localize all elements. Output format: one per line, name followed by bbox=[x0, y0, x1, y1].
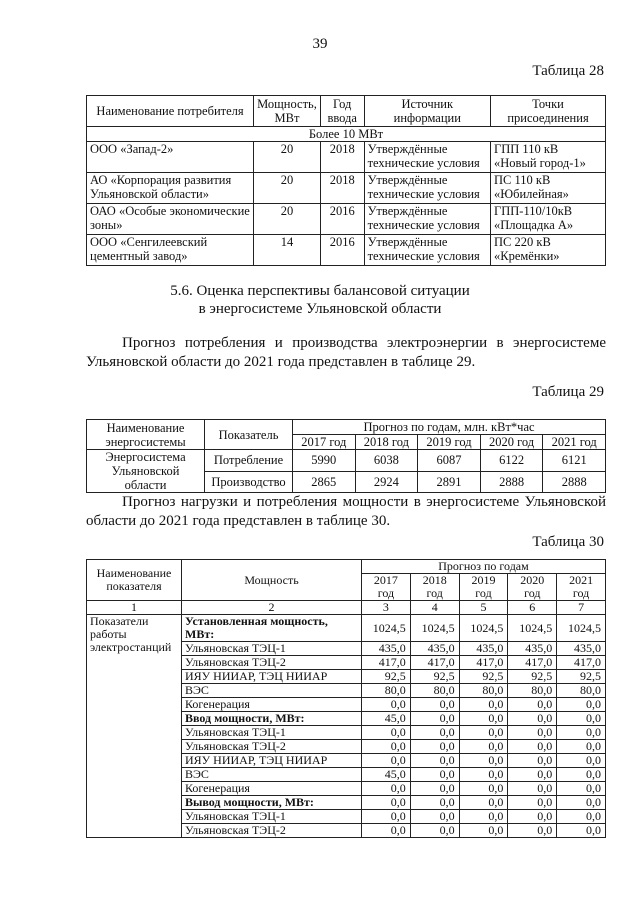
table30-caption: Таблица 30 bbox=[532, 534, 604, 550]
table30-row-label: ИЯУ НИИАР, ТЭЦ НИИАР bbox=[182, 670, 362, 684]
table29-year-cell: 2020 год bbox=[480, 435, 543, 450]
year-label: 2019 bbox=[471, 573, 496, 587]
table28-cell: ГПП-110/10кВ «Площадка А» bbox=[491, 204, 606, 235]
table30-year-cell bbox=[459, 574, 508, 601]
table30-cell: 92,5 bbox=[459, 670, 508, 684]
table28-cell: 2016 bbox=[320, 235, 364, 266]
table30-body bbox=[87, 615, 606, 838]
table28-cell: ООО «Сенгилеевский цементный завод» bbox=[87, 235, 254, 266]
table30-cell: 0,0 bbox=[459, 768, 508, 782]
table30-cell: 435,0 bbox=[459, 642, 508, 656]
table30-cell: 0,0 bbox=[459, 754, 508, 768]
table30-row-label: Ульяновская ТЭЦ-1 bbox=[182, 726, 362, 740]
table28-cell: Утверждённые технические условия bbox=[364, 142, 490, 173]
page-number: 39 bbox=[312, 36, 328, 52]
table30-cell: 1024,5 bbox=[362, 615, 411, 642]
table30-cell: 0,0 bbox=[557, 698, 606, 712]
table28-cell: Утверждённые технические условия bbox=[364, 204, 490, 235]
table29-header-row bbox=[87, 420, 606, 435]
table30-cell: 417,0 bbox=[410, 656, 459, 670]
table28-header-row bbox=[87, 96, 606, 127]
table30-cell: 0,0 bbox=[362, 824, 411, 838]
table28-cell: 2018 bbox=[320, 173, 364, 204]
table30-cell: 0,0 bbox=[508, 768, 557, 782]
table30-cell: 1024,5 bbox=[459, 615, 508, 642]
table30-cell: 0,0 bbox=[557, 754, 606, 768]
table30-cell: 0,0 bbox=[459, 740, 508, 754]
table30-cell: 1024,5 bbox=[508, 615, 557, 642]
table29-cell: Потребление bbox=[205, 450, 293, 472]
table30-cell: 435,0 bbox=[410, 642, 459, 656]
table30-cell: 45,0 bbox=[362, 768, 411, 782]
table30-cell: 0,0 bbox=[362, 698, 411, 712]
table28-cell: Утверждённые технические условия bbox=[364, 173, 490, 204]
table-row bbox=[87, 235, 606, 266]
table30-cell: 0,0 bbox=[508, 782, 557, 796]
table30-cell: 1024,5 bbox=[557, 615, 606, 642]
table30-cell: 0,0 bbox=[557, 810, 606, 824]
year-unit: год bbox=[475, 586, 492, 600]
table30-cell: 45,0 bbox=[362, 712, 411, 726]
table30-cell: 417,0 bbox=[459, 656, 508, 670]
table30-cell: 0,0 bbox=[410, 796, 459, 810]
table30-cell: 0,0 bbox=[459, 796, 508, 810]
table28-cell: Утверждённые технические условия bbox=[364, 235, 490, 266]
table30-cell: 0,0 bbox=[459, 824, 508, 838]
table29-cell: 6121 bbox=[543, 450, 606, 472]
table30-cell: 0,0 bbox=[508, 726, 557, 740]
table30-cell: 417,0 bbox=[557, 656, 606, 670]
table29-cell: 2865 bbox=[293, 471, 356, 493]
table28-cell: ООО «Запад-2» bbox=[87, 142, 254, 173]
section-heading-line: в энергосистеме Ульяновской области bbox=[198, 301, 442, 317]
table30-colnum-row bbox=[87, 601, 606, 615]
table30-cell: 0,0 bbox=[557, 796, 606, 810]
table30-group-cell: Показатели работы электростанций bbox=[87, 615, 182, 838]
table28-cell: 20 bbox=[254, 173, 321, 204]
table30-cell: 80,0 bbox=[362, 684, 411, 698]
table28-cell: 20 bbox=[254, 142, 321, 173]
year-label: 2018 bbox=[422, 573, 447, 587]
table30-cell: 0,0 bbox=[410, 740, 459, 754]
table28-cell: ПС 110 кВ «Юбилейная» bbox=[491, 173, 606, 204]
table30-cell: 0,0 bbox=[508, 824, 557, 838]
table30-cell: 435,0 bbox=[362, 642, 411, 656]
table30-cell: 0,0 bbox=[508, 754, 557, 768]
table30-cell: 0,0 bbox=[362, 754, 411, 768]
table29-cell: 2891 bbox=[418, 471, 481, 493]
table30-row-label: Когенерация bbox=[182, 782, 362, 796]
table29-header-cell: Показатель bbox=[205, 420, 293, 450]
table30-cell: 0,0 bbox=[459, 810, 508, 824]
table28-group-label: Более 10 МВт bbox=[87, 127, 606, 142]
table30-cell: 0,0 bbox=[410, 712, 459, 726]
table30-cell: 0,0 bbox=[410, 810, 459, 824]
table30-row-label: Вывод мощности, МВт: bbox=[182, 796, 362, 810]
table28-caption: Таблица 28 bbox=[532, 63, 604, 79]
paragraph-text: Прогноз потребления и производства электроэнергии в энергосистеме Ульяновской области до 2021 года представлен в таблице 29. bbox=[86, 335, 606, 370]
table30-header-cell: Наименование показателя bbox=[87, 560, 182, 601]
table30-row-label: Ульяновская ТЭЦ-2 bbox=[182, 740, 362, 754]
table30-cell: 0,0 bbox=[410, 726, 459, 740]
table30-cell: 435,0 bbox=[508, 642, 557, 656]
table30-cell: 0,0 bbox=[557, 824, 606, 838]
table29-cell: Производство bbox=[205, 471, 293, 493]
table30-cell: 0,0 bbox=[508, 810, 557, 824]
table30-colnum: 3 bbox=[362, 601, 411, 615]
table30-cell: 0,0 bbox=[362, 740, 411, 754]
table30-row-label: ИЯУ НИИАР, ТЭЦ НИИАР bbox=[182, 754, 362, 768]
table30-row-label: Когенерация bbox=[182, 698, 362, 712]
table30-colnum: 7 bbox=[557, 601, 606, 615]
table30-cell: 0,0 bbox=[557, 712, 606, 726]
table28-cell: 2016 bbox=[320, 204, 364, 235]
table28-cell: 2018 bbox=[320, 142, 364, 173]
table28-cell: ПС 220 кВ «Кремёнки» bbox=[491, 235, 606, 266]
table30-cell: 0,0 bbox=[459, 698, 508, 712]
table-row bbox=[87, 450, 606, 472]
table28-header-cell: Мощность, МВт bbox=[254, 96, 321, 127]
table30-cell: 92,5 bbox=[410, 670, 459, 684]
table30-cell: 417,0 bbox=[362, 656, 411, 670]
table-28 bbox=[86, 95, 606, 266]
table29-year-cell: 2021 год bbox=[543, 435, 606, 450]
table29-header-cell: Прогноз по годам, млн. кВт*час bbox=[293, 420, 606, 435]
table29-caption: Таблица 29 bbox=[532, 384, 604, 400]
table30-year-cell bbox=[557, 574, 606, 601]
table28-header-cell: Источник информации bbox=[364, 96, 490, 127]
table30-cell: 0,0 bbox=[508, 796, 557, 810]
table29-cell: 6087 bbox=[418, 450, 481, 472]
table30-colnum: 2 bbox=[182, 601, 362, 615]
table28-cell: АО «Корпорация развития Ульяновской области» bbox=[87, 173, 254, 204]
table30-colnum: 5 bbox=[459, 601, 508, 615]
table-row bbox=[87, 142, 606, 173]
table29-cell: 6122 bbox=[480, 450, 543, 472]
table30-cell: 0,0 bbox=[362, 726, 411, 740]
table-row bbox=[87, 615, 606, 642]
section-heading bbox=[0, 282, 640, 318]
table30-cell: 0,0 bbox=[410, 698, 459, 712]
table30-header-cell: Прогноз по годам bbox=[362, 560, 606, 574]
table30-cell: 0,0 bbox=[362, 796, 411, 810]
table30-cell: 0,0 bbox=[459, 712, 508, 726]
table30-cell: 0,0 bbox=[557, 740, 606, 754]
table30-row-label: ВЭС bbox=[182, 684, 362, 698]
table-row bbox=[87, 173, 606, 204]
table30-colnum: 6 bbox=[508, 601, 557, 615]
paragraph-text: Прогноз нагрузки и потребления мощности в энергосистеме Ульяновской области до 2021 года представлен в таблице 30. bbox=[86, 494, 606, 529]
table29-cell: 5990 bbox=[293, 450, 356, 472]
table29-year-cell: 2019 год bbox=[418, 435, 481, 450]
table30-cell: 80,0 bbox=[459, 684, 508, 698]
table28-header-cell: Год ввода bbox=[320, 96, 364, 127]
table30-header-row bbox=[87, 560, 606, 574]
table29-header-cell: Наименование энергосистемы bbox=[87, 420, 205, 450]
table30-colnum: 1 bbox=[87, 601, 182, 615]
table29-year-cell: 2018 год bbox=[355, 435, 418, 450]
table28-cell: ОАО «Особые экономические зоны» bbox=[87, 204, 254, 235]
year-unit: год bbox=[572, 586, 590, 600]
table30-row-label: Ульяновская ТЭЦ-2 bbox=[182, 656, 362, 670]
table30-cell: 92,5 bbox=[557, 670, 606, 684]
year-unit: год bbox=[524, 586, 541, 600]
table30-cell: 1024,5 bbox=[410, 615, 459, 642]
table28-header-cell: Наименование потребителя bbox=[87, 96, 254, 127]
table29-cell: 2924 bbox=[355, 471, 418, 493]
table29-year-cell: 2017 год bbox=[293, 435, 356, 450]
year-unit: год bbox=[426, 586, 443, 600]
table30-cell: 0,0 bbox=[508, 740, 557, 754]
year-unit: год bbox=[377, 586, 395, 600]
table30-year-cell bbox=[362, 574, 411, 601]
table30-row-label: Установленная мощность, МВт: bbox=[182, 615, 362, 642]
year-label: 2017 bbox=[373, 573, 398, 587]
year-label: 2020 bbox=[520, 573, 545, 587]
table28-cell: 20 bbox=[254, 204, 321, 235]
table30-cell: 80,0 bbox=[508, 684, 557, 698]
table30-cell: 92,5 bbox=[508, 670, 557, 684]
year-label: 2021 bbox=[569, 573, 594, 587]
table30-row-label: Ульяновская ТЭЦ-1 bbox=[182, 642, 362, 656]
table-30 bbox=[86, 559, 606, 838]
table30-cell: 0,0 bbox=[410, 824, 459, 838]
table30-cell: 92,5 bbox=[362, 670, 411, 684]
table28-cell: 14 bbox=[254, 235, 321, 266]
table30-header-cell: Мощность bbox=[182, 560, 362, 601]
table30-colnum: 4 bbox=[410, 601, 459, 615]
table30-row-label: Ульяновская ТЭЦ-1 bbox=[182, 810, 362, 824]
table30-cell: 80,0 bbox=[557, 684, 606, 698]
table30-cell: 0,0 bbox=[410, 768, 459, 782]
table30-cell: 0,0 bbox=[410, 782, 459, 796]
table30-cell: 0,0 bbox=[459, 782, 508, 796]
table30-year-cell bbox=[508, 574, 557, 601]
table30-year-cell bbox=[410, 574, 459, 601]
paragraph bbox=[86, 334, 606, 372]
table30-cell: 0,0 bbox=[557, 782, 606, 796]
table30-cell: 0,0 bbox=[362, 782, 411, 796]
table-29 bbox=[86, 419, 606, 493]
paragraph bbox=[86, 493, 606, 531]
table28-cell: ГПП 110 кВ «Новый город-1» bbox=[491, 142, 606, 173]
table30-cell: 80,0 bbox=[410, 684, 459, 698]
table29-cell: 2888 bbox=[543, 471, 606, 493]
table-row bbox=[87, 204, 606, 235]
table30-cell: 0,0 bbox=[362, 810, 411, 824]
table30-cell: 0,0 bbox=[459, 726, 508, 740]
table30-cell: 0,0 bbox=[508, 712, 557, 726]
table30-row-label: ВЭС bbox=[182, 768, 362, 782]
table29-system-cell: Энергосистема Ульяновской области bbox=[87, 450, 205, 493]
table30-cell: 435,0 bbox=[557, 642, 606, 656]
table30-cell: 0,0 bbox=[557, 768, 606, 782]
section-heading-line: 5.6. Оценка перспективы балансовой ситуации bbox=[170, 283, 470, 299]
table30-cell: 417,0 bbox=[508, 656, 557, 670]
table28-header-cell: Точки присоединения bbox=[491, 96, 606, 127]
table30-cell: 0,0 bbox=[508, 698, 557, 712]
table29-cell: 2888 bbox=[480, 471, 543, 493]
table29-cell: 6038 bbox=[355, 450, 418, 472]
table30-cell: 0,0 bbox=[410, 754, 459, 768]
table28-group-row bbox=[87, 127, 606, 142]
table30-row-label: Ульяновская ТЭЦ-2 bbox=[182, 824, 362, 838]
table30-row-label: Ввод мощности, МВт: bbox=[182, 712, 362, 726]
table30-cell: 0,0 bbox=[557, 726, 606, 740]
